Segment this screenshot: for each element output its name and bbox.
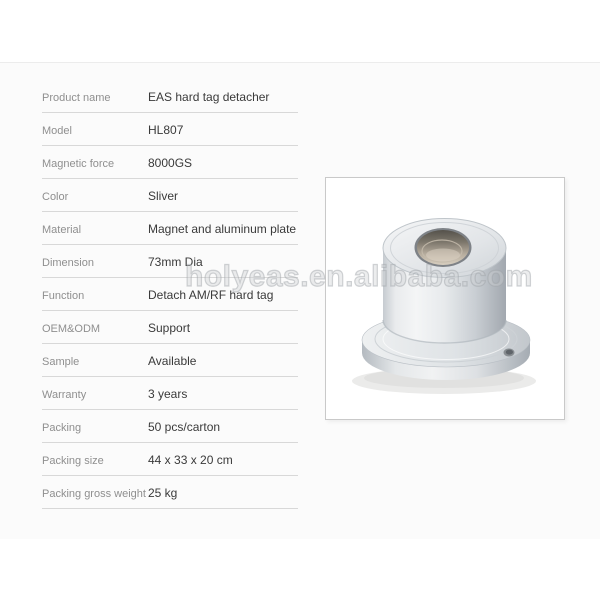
table-row (42, 113, 298, 146)
spec-label: Function (42, 290, 85, 302)
flange-hole-inner (506, 350, 513, 355)
table-row (42, 179, 298, 212)
table-row (42, 410, 298, 443)
spec-value: 25 kg (148, 486, 178, 500)
spec-value: 3 years (148, 387, 188, 401)
spec-label: Packing size (42, 455, 104, 467)
bore-bottom-highlight (426, 249, 460, 262)
table-row (42, 311, 298, 344)
table-row (42, 212, 298, 245)
table-row (42, 80, 298, 113)
spec-value: 8000GS (148, 156, 193, 170)
spec-label: Color (42, 191, 69, 203)
spec-value: Support (148, 321, 191, 335)
table-row (42, 377, 298, 410)
table-row (42, 344, 298, 377)
spec-label: Magnetic force (42, 158, 115, 170)
spec-value: Magnet and aluminum plate (148, 222, 297, 236)
spec-label: Packing (42, 422, 82, 434)
watermark: holyeas.en.alibaba.com (185, 260, 533, 293)
table-row (42, 245, 298, 278)
spec-value: Available (148, 354, 197, 368)
spec-label: Model (42, 125, 72, 137)
spec-label: Sample (42, 356, 80, 368)
spec-value: HL807 (148, 123, 184, 137)
table-row (42, 146, 298, 179)
spec-label: Product name (42, 92, 111, 104)
table-row (42, 476, 298, 509)
spec-table (42, 80, 298, 509)
spec-value: Detach AM/RF hard tag (148, 288, 274, 302)
spec-label: Packing gross weight (42, 488, 146, 500)
spec-value: EAS hard tag detacher (148, 90, 270, 104)
spec-label: Material (42, 224, 82, 236)
spec-label: Warranty (42, 389, 87, 401)
spec-value: 73mm Dia (148, 255, 203, 269)
product-photo-frame (325, 177, 565, 420)
spec-value: 50 pcs/carton (148, 420, 221, 434)
table-row (42, 278, 298, 311)
product-photo (326, 178, 564, 419)
spec-label: Dimension (42, 257, 94, 269)
spec-value: Sliver (148, 189, 179, 203)
spec-value: 44 x 33 x 20 cm (148, 453, 233, 467)
table-row (42, 443, 298, 476)
spec-label: OEM&ODM (42, 323, 101, 335)
